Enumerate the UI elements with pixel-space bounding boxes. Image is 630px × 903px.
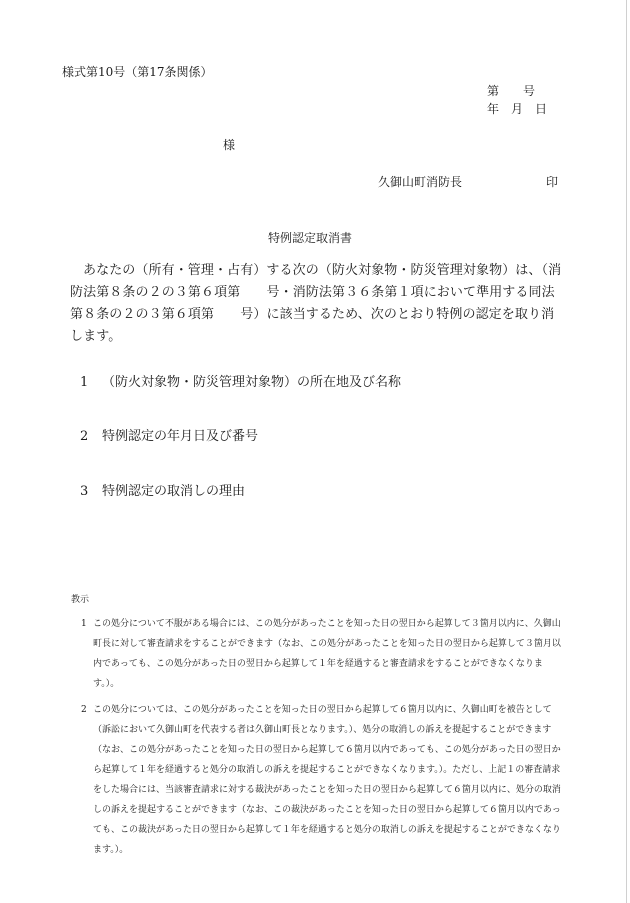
notice-text: この処分について不服がある場合には、この処分があったことを知った日の翌日から起算して３箇月以内に、久御山町長に対して審査請求をすることができます（なお、この処分があったことを知った日の翌日から起算して３箇月以内であっても、この処分があった日の翌日から起算して１年を経過すると審査請求をすることができなくなります。）。 bbox=[93, 619, 561, 689]
notice-item-1 bbox=[71, 614, 563, 694]
item-label: （防火対象物・防災管理対象物）の所在地及び名称 bbox=[102, 375, 402, 390]
document-number: 第 号 bbox=[487, 84, 536, 98]
notice-number: 1 bbox=[81, 619, 87, 629]
issuer-name: 久御山町消防長 bbox=[378, 175, 463, 189]
item-3 bbox=[80, 483, 245, 501]
item-2 bbox=[80, 428, 258, 446]
item-1 bbox=[80, 374, 401, 392]
notice-item-2 bbox=[71, 700, 563, 860]
document-title: 特例認定取消書 bbox=[268, 231, 353, 245]
item-number: 1 bbox=[80, 375, 89, 390]
notice-number: 2 bbox=[81, 705, 87, 715]
notice-text: この処分については、この処分があったことを知った日の翌日から起算して６箇月以内に、久御山町を被告として（訴訟において久御山町を代表する者は久御山町長となります。）、処分の取消しの訴えを提起することができます（なお、この処分があったことを知った日の翌日から起算して６箇月以内であっても、この処分があった日の翌日から起算して１年を経過すると処分の取消しの訴えを提起することができなくなります。）。ただし、上記１の審査請求をした場合には、当該審査請求に対する裁決があったことを知った日の翌日から起算して６箇月以内に、処分の取消しの訴えを提起することができます（なお、この裁決があったことを知った日の翌日から起算して６箇月以内であっても、この裁決があった日の翌日から起算して１年を経過すると処分の取消しの訴えを提起することができなくなります。）。 bbox=[93, 705, 561, 855]
item-label: 特例認定の年月日及び番号 bbox=[102, 429, 259, 444]
item-label: 特例認定の取消しの理由 bbox=[102, 484, 246, 499]
document-date: 年 月 日 bbox=[487, 102, 548, 116]
seal-mark: 印 bbox=[546, 175, 559, 189]
page-edge bbox=[626, 0, 627, 903]
item-number: 3 bbox=[80, 484, 89, 499]
form-label: 様式第10号（第17条関係） bbox=[62, 65, 213, 79]
notice-section bbox=[71, 593, 563, 866]
notice-title: 教示 bbox=[71, 595, 90, 605]
item-number: 2 bbox=[80, 429, 89, 444]
body-paragraph: あなたの（所有・管理・占有）する次の（防火対象物・防災管理対象物）は、（消防法第８条の２の３第６項第 号・消防法第３６条第１項において準用する同法第８条の２の３第６項第 号）に該当するため、次のとおり特例の認定を取り消します。 bbox=[70, 263, 562, 344]
addressee-suffix: 様 bbox=[223, 138, 236, 152]
